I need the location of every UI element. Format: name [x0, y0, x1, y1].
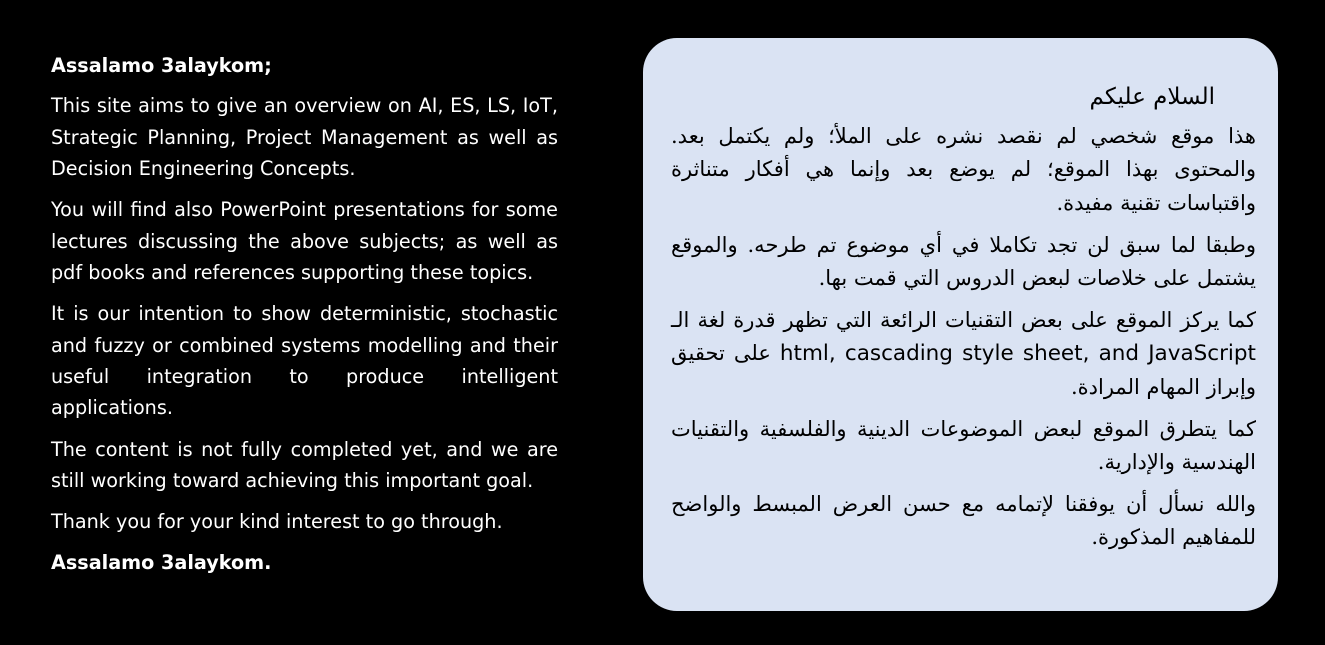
english-paragraph-overview: This site aims to give an overview on AI, ES, LS, IoT, Strategic Planning, Project Management as well as Decision Engineering Concepts.: [51, 94, 558, 181]
arabic-paragraph-technologies: [671, 304, 1256, 404]
arabic-paragraph-prayer: والله نسأل أن يوفقنا لإتمامه مع حسن العرض المبسط والواضح للمفاهيم المذكورة.: [671, 492, 1256, 550]
arabic-welcome-card: [643, 38, 1278, 611]
english-welcome-text: [51, 50, 558, 588]
english-paragraph-thanks: Thank you for your kind interest to go through.: [51, 510, 503, 534]
english-paragraph-status: The content is not fully completed yet, and we are still working toward achieving this important goal.: [51, 437, 558, 492]
arabic-greeting: السلام عليكم: [1089, 84, 1215, 110]
arabic-paragraph-summary: وطبقا لما سبق لن تجد تكاملا في أي موضوع تم طرحه. والموقع يشتمل على خلاصات لبعض الدروس التي قمت بها.: [671, 232, 1256, 291]
english-greeting: Assalamo 3alaykom;: [51, 54, 272, 77]
arabic-paragraph-intro: هذا موقع شخصي لم نقصد نشره على الملأ؛ ولم يكتمل بعد. والمحتوى بهذا الموقع؛ لم يوضع بعد وإنما هي أفكار متناثرة واقتباسات تقنية مفيدة.: [671, 124, 1256, 215]
english-closing: Assalamo 3alaykom.: [51, 551, 272, 575]
arabic-tech-after: على تحقيق وإبراز المهام المرادة.: [671, 341, 1256, 399]
arabic-paragraph-topics: كما يتطرق الموقع لبعض الموضوعات الدينية والفلسفية والتقنيات الهندسية والإدارية.: [671, 416, 1256, 475]
english-paragraph-presentations: You will find also PowerPoint presentations for some lectures discussing the above subjects; as well as pdf books and references supporting these topics.: [51, 198, 558, 285]
english-paragraph-intention: It is our intention to show deterministic, stochastic and fuzzy or combined systems modelling and their useful integration to produce intelligent applications.: [51, 302, 558, 420]
arabic-tech-before: كما يركز الموقع على بعض التقنيات الرائعة التي تظهر قدرة لغة الـ: [671, 308, 1256, 333]
tech-stack-text: html, cascading style sheet, and JavaScript: [779, 341, 1256, 367]
